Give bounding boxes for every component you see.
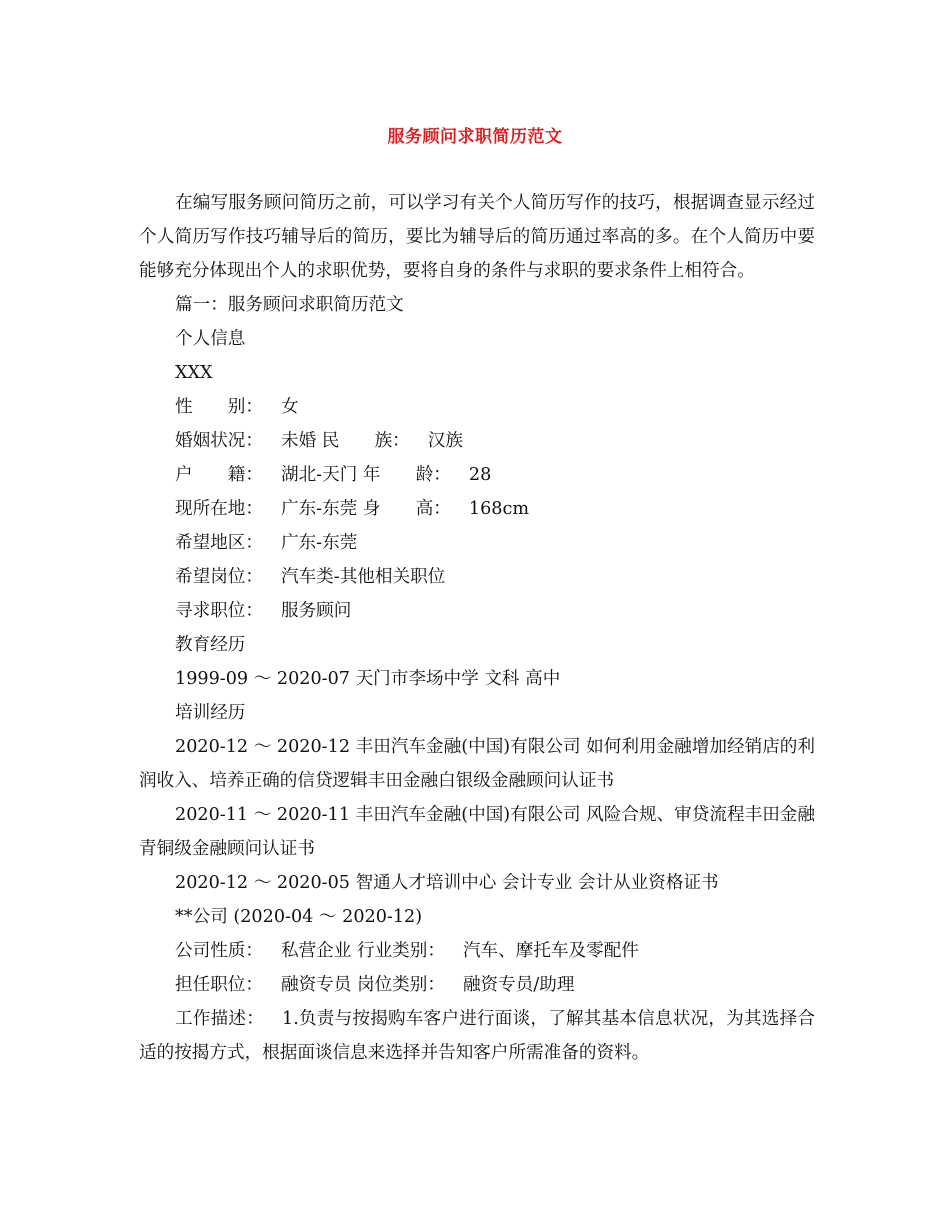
company-nature-label: 公司性质： bbox=[175, 941, 263, 961]
target-position-label: 寻求职位： bbox=[175, 601, 263, 621]
training-item: 2020-11 ～ 2020-11 丰田汽车金融(中国)有限公司 风险合规、审贷流程丰田金融青铜级金融顾问认证书 bbox=[139, 805, 815, 859]
hukou-row bbox=[139, 458, 815, 492]
target-position-value: 服务顾问 bbox=[280, 601, 352, 621]
desired-post-row bbox=[139, 560, 815, 594]
height-label: 身 高： bbox=[362, 499, 451, 519]
location-row bbox=[139, 492, 815, 526]
age-label: 年 龄： bbox=[362, 465, 451, 485]
desired-region-label: 希望地区： bbox=[175, 533, 263, 553]
hukou-label: 户 籍： bbox=[175, 465, 263, 485]
position-label: 担任职位： bbox=[175, 975, 263, 995]
industry-label: 行业类别： bbox=[356, 941, 445, 961]
target-position-row bbox=[139, 594, 815, 628]
desired-post-label: 希望岗位： bbox=[175, 567, 263, 587]
training-item: 2020-12 ～ 2020-12 丰田汽车金融(中国)有限公司 如何利用金融增加经销店的利润收入、培养正确的信贷逻辑丰田金融白银级金融顾问认证书 bbox=[139, 737, 815, 791]
height-value: 168cm bbox=[468, 499, 530, 519]
location-label: 现所在地： bbox=[175, 499, 263, 519]
intro-paragraph: 在编写服务顾问简历之前，可以学习有关个人简历写作的技巧，根据调查显示经过个人简历写作技巧辅导后的简历，要比为辅导后的简历通过率高的多。在个人简历中要能够充分体现出个人的求职优势，要将自身的条件与求职的要求条件上相符合。 bbox=[139, 193, 815, 281]
ethnicity-label: 民 族： bbox=[321, 431, 410, 451]
marital-value: 未婚 bbox=[280, 431, 317, 451]
gender-value: 女 bbox=[280, 397, 299, 417]
position-category-value: 融资专员/助理 bbox=[462, 975, 575, 995]
position-category-label: 岗位类别： bbox=[356, 975, 445, 995]
training-item: 2020-12 ～ 2020-05 智通人才培训中心 会计专业 会计从业资格证书 bbox=[175, 873, 719, 893]
industry-value: 汽车、摩托车及零配件 bbox=[462, 941, 639, 961]
person-name: XXX bbox=[175, 363, 213, 383]
gender-label: 性 别： bbox=[175, 397, 263, 417]
document-title: 服务顾问求职简历范文 bbox=[387, 127, 563, 147]
position-value: 融资专员 bbox=[280, 975, 352, 995]
hukou-value: 湖北-天门 bbox=[280, 465, 358, 485]
work-description-label: 工作描述： bbox=[175, 1009, 264, 1029]
education-item: 1999-09 ～ 2020-07 天门市李场中学 文科 高中 bbox=[175, 669, 561, 689]
company-nature-row bbox=[139, 934, 815, 968]
desired-post-value: 汽车类-其他相关职位 bbox=[280, 567, 446, 587]
personal-info-heading: 个人信息 bbox=[175, 329, 246, 349]
ethnicity-value: 汉族 bbox=[427, 431, 463, 451]
position-row bbox=[139, 968, 815, 1002]
document-body bbox=[139, 186, 815, 1070]
desired-region-row bbox=[139, 526, 815, 560]
company-nature-value: 私营企业 bbox=[280, 941, 352, 961]
training-heading: 培训经历 bbox=[175, 703, 246, 723]
work-company: **公司 (2020-04 ～ 2020-12) bbox=[175, 907, 423, 927]
age-value: 28 bbox=[468, 465, 492, 485]
chapter-heading: 篇一：服务顾问求职简历范文 bbox=[175, 295, 404, 315]
location-value: 广东-东莞 bbox=[280, 499, 358, 519]
desired-region-value: 广东-东莞 bbox=[280, 533, 358, 553]
education-heading: 教育经历 bbox=[175, 635, 246, 655]
gender-row bbox=[139, 390, 815, 424]
marital-row bbox=[139, 424, 815, 458]
work-description-text: 1.负责与按揭购车客户进行面谈，了解其基本信息状况，为其选择合适的按揭方式，根据面谈信息来选择并告知客户所需准备的资料。 bbox=[139, 1009, 815, 1063]
marital-label: 婚姻状况： bbox=[175, 431, 263, 451]
work-description bbox=[139, 1002, 815, 1070]
